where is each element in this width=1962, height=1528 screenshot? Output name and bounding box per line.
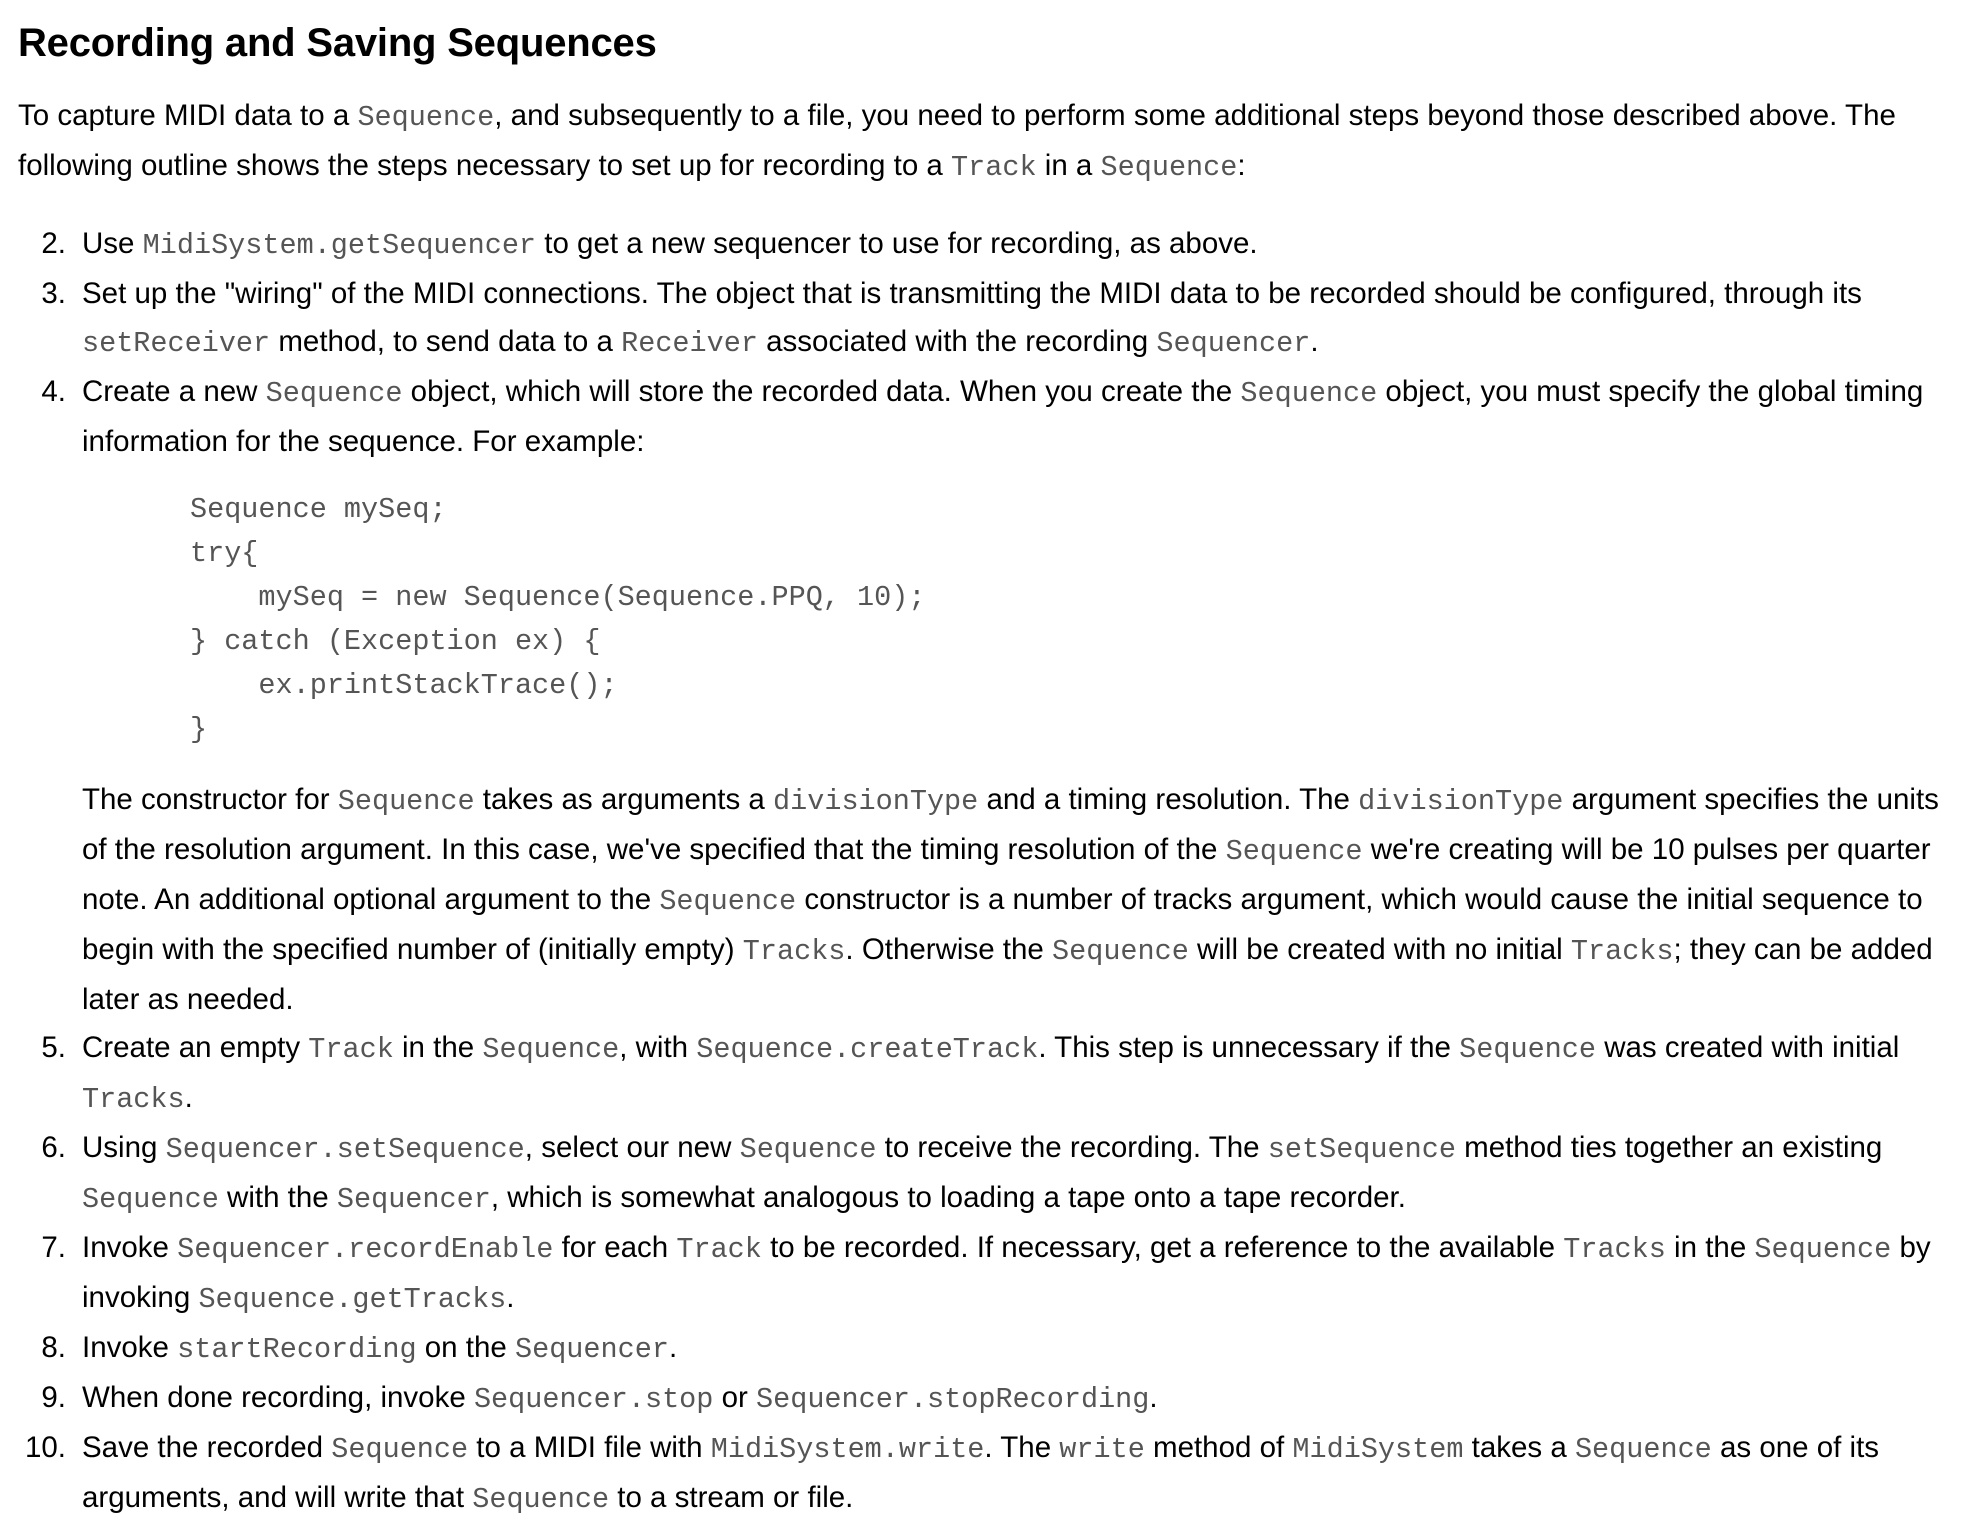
inline-code: Sequence xyxy=(1225,835,1363,868)
step-text: to a MIDI file with xyxy=(468,1431,711,1464)
inline-code: Sequence xyxy=(1100,151,1238,184)
inline-code: Sequence xyxy=(739,1133,877,1166)
step-text: to a stream or file. xyxy=(609,1481,854,1514)
step-text: . This step is unnecessary if the xyxy=(1038,1031,1460,1064)
inline-code: Sequence xyxy=(331,1433,469,1466)
step-text: Using xyxy=(82,1131,166,1164)
step-text: . xyxy=(184,1081,193,1114)
inline-code: Sequencer xyxy=(515,1333,669,1366)
inline-code: Sequencer.recordEnable xyxy=(177,1233,554,1266)
step-text: . The xyxy=(984,1431,1060,1464)
step-text: to receive the recording. The xyxy=(876,1131,1268,1164)
step-text: to be recorded. If necessary, get a reference to the available xyxy=(761,1231,1564,1264)
step-text: , select our new xyxy=(524,1131,740,1164)
inline-code: write xyxy=(1059,1433,1145,1466)
step-text: method of xyxy=(1144,1431,1293,1464)
inline-code: setReceiver xyxy=(82,327,271,360)
inline-code: Sequence xyxy=(659,885,797,918)
step-text: Set up the "wiring" of the MIDI connections. The object that is transmitting the MIDI data to be recorded should be configured, through its xyxy=(82,277,1862,310)
list-item xyxy=(18,270,1944,368)
step-text: The constructor for xyxy=(82,783,338,816)
inline-code: startRecording xyxy=(177,1333,417,1366)
inline-code: Sequence xyxy=(265,377,403,410)
step-text: When done recording, invoke xyxy=(82,1381,474,1414)
inline-code: Sequencer.setSequence xyxy=(165,1133,525,1166)
list-number: 10. xyxy=(24,1431,66,1464)
step-text: in the xyxy=(1665,1231,1755,1264)
list-number: 6. xyxy=(41,1131,66,1164)
inline-code: Sequencer xyxy=(1156,327,1311,360)
step-text: for each xyxy=(553,1231,677,1264)
inline-code: Sequence xyxy=(1240,377,1378,410)
intro-text: in a xyxy=(1036,149,1101,182)
inline-code: Sequence xyxy=(357,101,495,134)
intro-text: To capture MIDI data to a xyxy=(18,99,358,132)
list-number: 9. xyxy=(41,1381,66,1414)
inline-code: divisionType xyxy=(1358,785,1564,818)
inline-code: setSequence xyxy=(1267,1133,1456,1166)
inline-code: Sequence.getTracks xyxy=(198,1283,507,1316)
inline-code: Track xyxy=(676,1233,762,1266)
inline-code: Receiver xyxy=(621,327,758,360)
list-item xyxy=(18,1024,1944,1124)
inline-code: Tracks xyxy=(1570,935,1674,968)
intro-text: , and subsequently to a file, you need to perform some additional steps beyond those described above. The following outline shows the steps necessary to set up for recording to a xyxy=(18,99,1896,182)
inline-code: Sequence xyxy=(1052,935,1189,968)
list-number: 7. xyxy=(41,1231,66,1264)
inline-code: Sequencer.stop xyxy=(473,1383,714,1416)
list-number: 4. xyxy=(41,375,66,408)
inline-code: Sequence.createTrack xyxy=(696,1033,1039,1066)
step-text: . xyxy=(506,1281,515,1314)
step-paragraph xyxy=(82,776,1944,1024)
inline-code: Sequence xyxy=(1754,1233,1892,1266)
step-text: . xyxy=(668,1331,678,1364)
list-item xyxy=(18,1224,1944,1324)
inline-code: Track xyxy=(951,151,1037,184)
step-text: takes a xyxy=(1463,1431,1575,1464)
page-title: Recording and Saving Sequences xyxy=(18,21,657,65)
inline-code: Sequence xyxy=(482,1033,620,1066)
list-number: 2. xyxy=(41,227,66,260)
list-item xyxy=(18,1324,1944,1374)
step-text: on the xyxy=(416,1331,515,1364)
inline-code: Sequence xyxy=(472,1483,610,1516)
step-text: Create an empty xyxy=(82,1031,309,1064)
step-text: we're creating will be 10 pulses per quarter note. An additional optional argument to the xyxy=(82,833,1931,916)
step-text: will be created with no initial xyxy=(1188,933,1571,966)
intro-text: : xyxy=(1237,149,1246,182)
step-text: . Otherwise the xyxy=(845,933,1053,966)
inline-code: Track xyxy=(308,1033,394,1066)
intro-paragraph xyxy=(18,92,1944,192)
step-text: constructor is a number of tracks argument, which would cause the initial sequence to begin with the specified number of (initially empty) xyxy=(82,883,1923,966)
step-text: Save the recorded xyxy=(82,1431,332,1464)
inline-code: divisionType xyxy=(773,785,979,818)
step-text: object, which will store the recorded data. When you create the xyxy=(402,375,1241,408)
step-text: , which is somewhat analogous to loading a tape onto a tape recorder. xyxy=(490,1181,1406,1214)
step-text: , with xyxy=(619,1031,697,1064)
step-text: method, to send data to a xyxy=(270,325,622,358)
step-text: Use xyxy=(82,227,143,260)
step-text: associated with the recording xyxy=(757,325,1157,358)
inline-code: Sequence xyxy=(1574,1433,1712,1466)
inline-code: MidiSystem.write xyxy=(710,1433,985,1466)
inline-code: Sequence xyxy=(1459,1033,1596,1066)
step-text: in the xyxy=(393,1031,483,1064)
step-text: method ties together an existing xyxy=(1455,1131,1883,1164)
step-text: and a timing resolution. The xyxy=(978,783,1359,816)
inline-code: Tracks xyxy=(1563,1233,1666,1266)
step-text: was created with initial xyxy=(1596,1031,1900,1064)
inline-code: Tracks xyxy=(742,935,846,968)
list-number: 5. xyxy=(41,1031,66,1064)
step-text: object, you must specify the global timing information for the sequence. For example: xyxy=(82,375,1924,458)
inline-code: Sequencer xyxy=(336,1183,491,1216)
step-text: by invoking xyxy=(82,1231,1931,1314)
code-block: Sequence mySeq; try{ mySeq = new Sequence(Sequence.PPQ, 10); } catch (Exception ex) { ex.printStackTrace(); } xyxy=(190,493,926,746)
list-item xyxy=(18,1124,1944,1224)
step-text: Invoke xyxy=(82,1331,178,1364)
step-text: as one of its arguments, and will write that xyxy=(82,1431,1880,1514)
step-text: Create a new xyxy=(82,375,266,408)
list-item xyxy=(18,1374,1944,1424)
step-text: takes as arguments a xyxy=(474,783,774,816)
step-text: with the xyxy=(218,1181,337,1214)
inline-code: Tracks xyxy=(82,1083,185,1116)
inline-code: Sequence xyxy=(337,785,475,818)
list-item xyxy=(18,368,1944,1024)
step-text: to get a new sequencer to use for recording, as above. xyxy=(536,227,1258,260)
step-text: . xyxy=(1310,325,1319,358)
step-text: ; they can be added later as needed. xyxy=(82,933,1933,1016)
inline-code: MidiSystem.getSequencer xyxy=(142,229,537,262)
step-text: . xyxy=(1149,1381,1158,1414)
step-text: argument specifies the units of the resolution argument. In this case, we've specified that the timing resolution of the xyxy=(82,783,1939,866)
inline-code: Sequencer.stopRecording xyxy=(756,1383,1150,1416)
step-text: Invoke xyxy=(82,1231,178,1264)
inline-code: Sequence xyxy=(82,1183,219,1216)
list-item xyxy=(18,220,1944,270)
inline-code: MidiSystem xyxy=(1292,1433,1464,1466)
steps-list xyxy=(18,220,1944,1524)
list-number: 3. xyxy=(41,277,66,310)
step-text: or xyxy=(713,1381,757,1414)
list-number: 8. xyxy=(41,1331,66,1364)
list-item xyxy=(18,1424,1944,1524)
